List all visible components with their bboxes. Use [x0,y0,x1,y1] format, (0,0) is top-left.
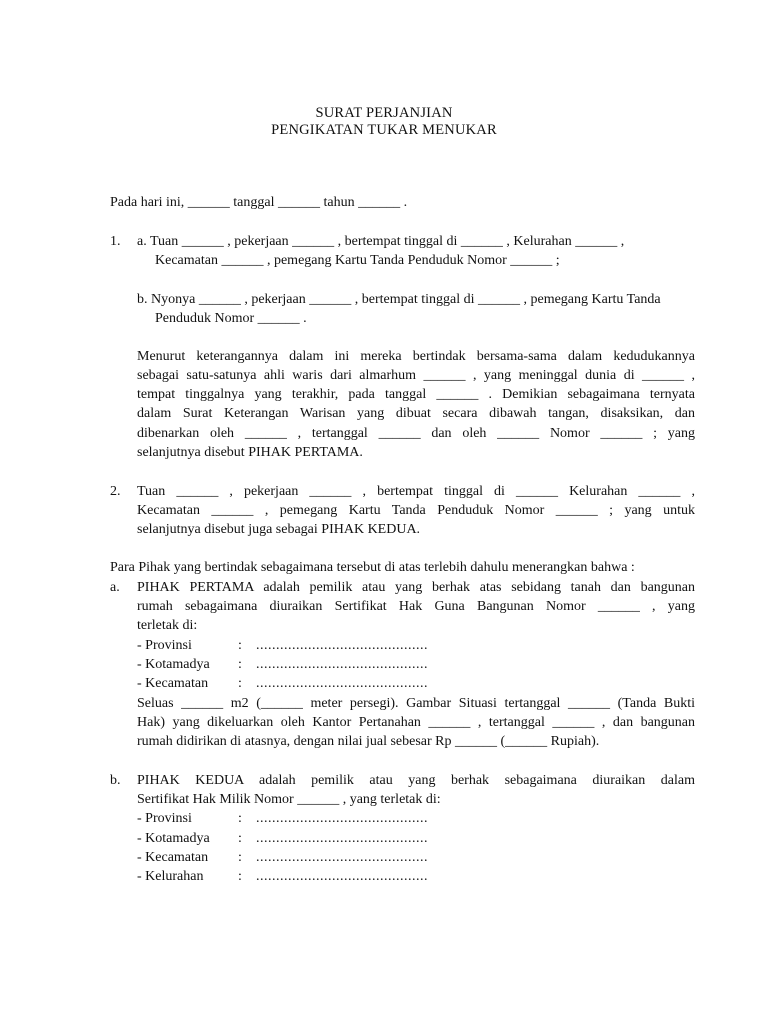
location-value: ........................................... [256,850,428,865]
document-title: SURAT PERJANJIAN [315,105,453,121]
document-subtitle: PENGIKATAN TUKAR MENUKAR [271,122,497,138]
point-a-tail-line: Hak) yang dikeluarkan oleh Kantor Pertanahan ______ , tertanggal ______ , dan bangunan [137,715,695,730]
location-value: ........................................... [256,638,428,653]
point-a-tail-line: rumah didirikan di atasnya, dengan nilai jual sebesar Rp ______ (______ Rupiah). [137,734,600,749]
location-label: - Kotamadya [137,831,210,846]
heir-paragraph-line: dibenarkan oleh ______ , tertanggal ______ dan oleh ______ Nomor ______ ; yang [137,426,695,441]
party-1a-line: Kecamatan ______ , pemegang Kartu Tanda Penduduk Nomor ______ ; [155,253,560,268]
heir-paragraph-line: selanjutnya disebut PIHAK PERTAMA. [137,445,363,460]
location-separator: : [238,657,242,672]
recital-intro: Para Pihak yang bertindak sebagaimana tersebut di atas terlebih dahulu menerangkan bahwa : [110,560,635,575]
party-1a-line: a. Tuan ______ , pekerjaan ______ , bertempat tinggal di ______ , Kelurahan ______ , [137,234,625,249]
location-separator: : [238,831,242,846]
location-separator: : [238,638,242,653]
location-label: - Kecamatan [137,850,209,865]
point-a-line: terletak di: [137,618,198,633]
point-a-line: rumah sebagaimana diuraikan Sertifikat Hak Guna Bangunan Nomor ______ , yang [137,599,695,614]
point-b-line: PIHAK KEDUA adalah pemilik atau yang berhak sebagaimana diuraikan dalam [137,773,695,788]
point-a-tail-line: Seluas ______ m2 (______ meter persegi). Gambar Situasi tertanggal ______ (Tanda Bukti [137,696,695,711]
heir-paragraph-line: sebagai satu-satunya ahli waris dari almarhum ______ , yang meninggal dunia di ______ , [137,368,695,383]
party-2-line: selanjutnya disebut juga sebagai PIHAK KEDUA. [137,522,421,537]
party-1b-line: Penduduk Nomor ______ . [155,311,307,326]
location-label: - Kelurahan [137,869,204,884]
heir-paragraph-line: Menurut keterangannya dalam ini mereka bertindak bersama-sama dalam kedudukannya [137,349,695,364]
location-separator: : [238,869,242,884]
location-value: ........................................... [256,657,428,672]
item-number: 1. [110,234,121,249]
party-1b-line: b. Nyonya ______ , pekerjaan ______ , bertempat tinggal di ______ , pemegang Kartu Tanda [137,292,661,307]
heir-paragraph-line: tempat tinggalnya yang terakhir, pada tanggal ______ . Demikian sebagaimana ternyata [137,387,695,402]
party-2-line: Tuan ______ , pekerjaan ______ , bertempat tinggal di ______ Kelurahan ______ , [137,484,695,499]
location-value: ........................................... [256,869,428,884]
point-letter: b. [110,773,121,788]
point-a-line: PIHAK PERTAMA adalah pemilik atau yang berhak atas sebidang tanah dan bangunan [137,580,695,595]
party-2-line: Kecamatan ______ , pemegang Kartu Tanda Penduduk Nomor ______ ; yang untuk [137,503,695,518]
item-number: 2. [110,484,121,499]
location-value: ........................................... [256,811,428,826]
location-separator: : [238,676,242,691]
point-b-line: Sertifikat Hak Milik Nomor ______ , yang terletak di: [137,792,441,807]
point-letter: a. [110,580,120,595]
heir-paragraph-line: dalam Surat Keterangan Warisan yang dibuat secara dibawah tangan, disaksikan, dan [137,406,695,421]
opening-line: Pada hari ini, ______ tanggal ______ tahun ______ . [110,195,408,210]
location-separator: : [238,811,242,826]
location-label: - Kotamadya [137,657,210,672]
location-label: - Kecamatan [137,676,209,691]
location-separator: : [238,850,242,865]
location-value: ........................................... [256,831,428,846]
location-label: - Provinsi [137,811,192,826]
location-label: - Provinsi [137,638,192,653]
location-value: ........................................... [256,676,428,691]
